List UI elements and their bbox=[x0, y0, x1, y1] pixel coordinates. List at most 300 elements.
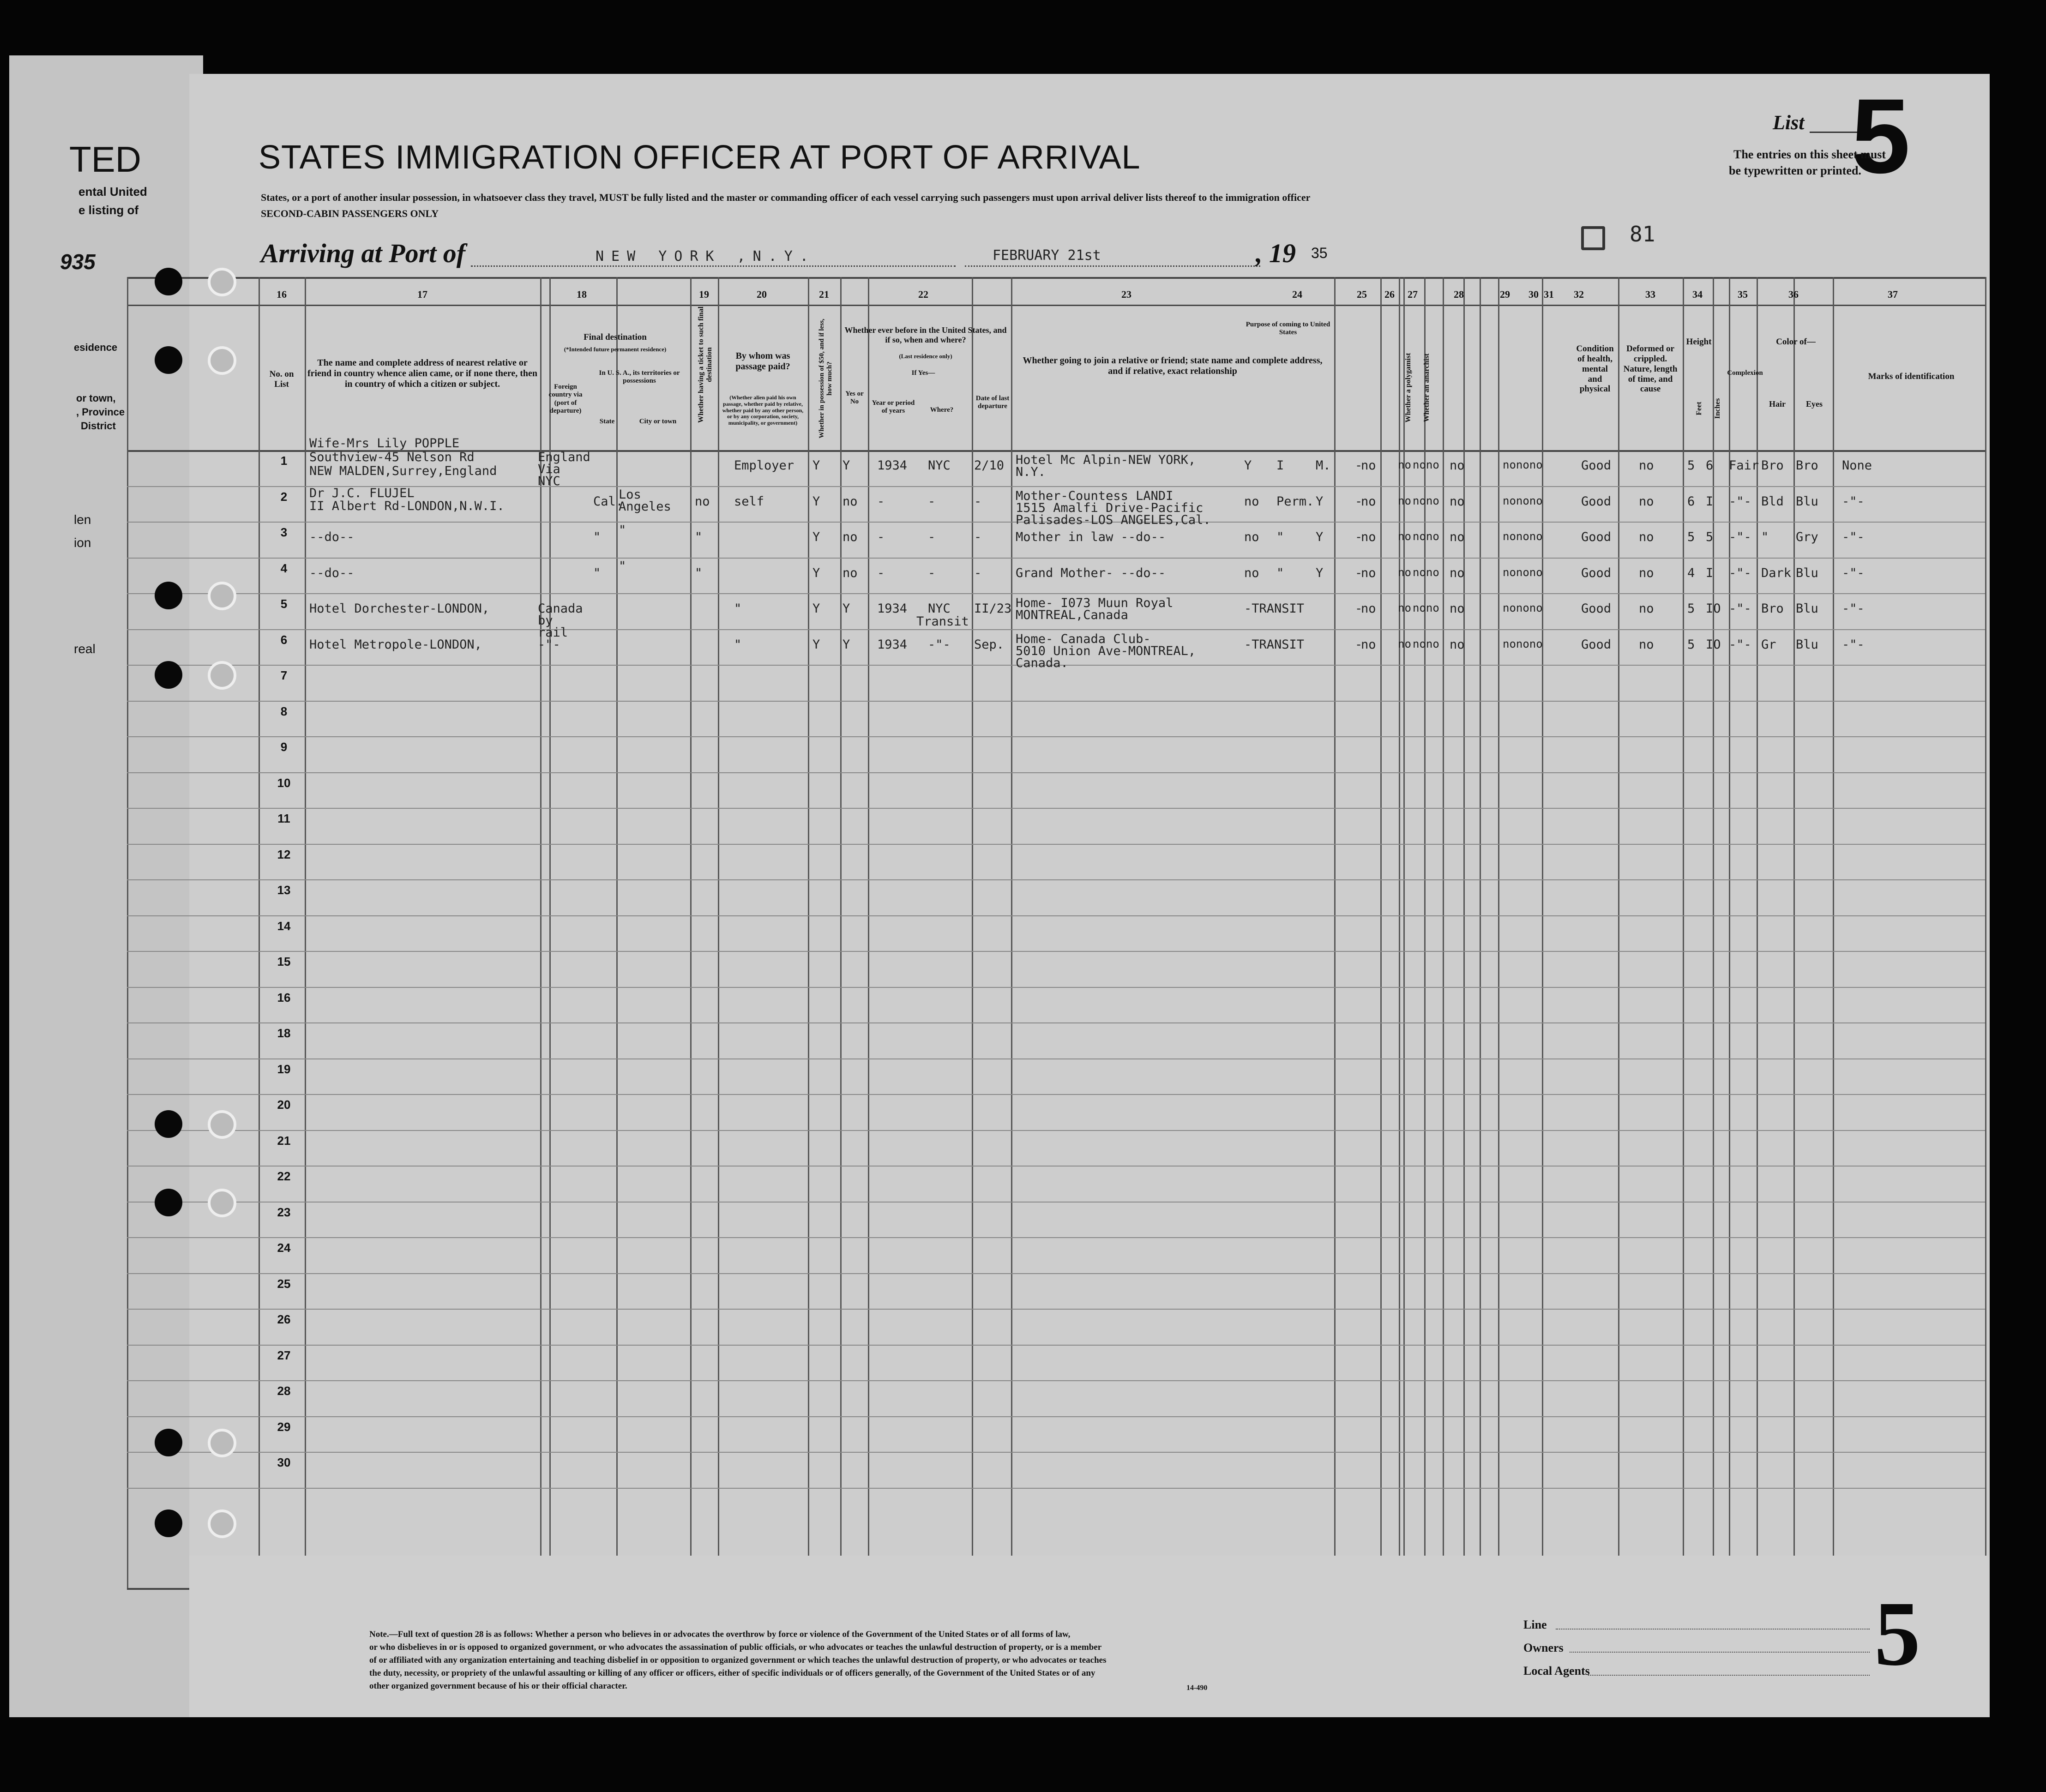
relative-address: --do-- bbox=[309, 530, 355, 544]
header-no-on-list: No. on List bbox=[269, 369, 294, 389]
punch-hole bbox=[155, 661, 182, 689]
column-26-value: no bbox=[1361, 530, 1376, 544]
foreign-country-via: rail bbox=[538, 625, 568, 640]
row-rule bbox=[127, 772, 1985, 773]
deformed-value: no bbox=[1639, 530, 1654, 544]
intro-line-1: States, or a port of another insular possession, in whatsoever class they travel, MUST be fully listed and the master or commanding officer of each vessel carrying such passengers must upon arrival deliver lists thereof to the immigration officer bbox=[261, 192, 1311, 203]
deformed-value: no bbox=[1639, 601, 1654, 616]
row-rule bbox=[127, 629, 1985, 630]
footer-note-3: of or affiliated with any organization entertaining and teaching disbelief in or opposition to organized government or which teaches the unlawful destruction of property, or who advocates or teaches bbox=[369, 1655, 1107, 1665]
column-28-value: nono bbox=[1413, 458, 1439, 471]
column-number-28: 28 bbox=[1454, 289, 1464, 300]
row-number-20: 20 bbox=[277, 1098, 291, 1112]
health-condition: Good bbox=[1581, 565, 1612, 580]
purpose-value-2: I bbox=[1276, 458, 1284, 473]
column-rule bbox=[1399, 277, 1400, 1588]
fragment-line-2: e listing of bbox=[78, 203, 138, 217]
purpose-value-2: Perm. bbox=[1276, 494, 1314, 509]
height-inches: I bbox=[1706, 494, 1714, 509]
height-feet: 4 bbox=[1687, 565, 1695, 580]
column-29-31-value: nonono bbox=[1503, 637, 1543, 650]
row-number-13: 13 bbox=[277, 883, 291, 897]
where-value: - bbox=[928, 530, 936, 544]
row-number-23: 23 bbox=[277, 1205, 291, 1219]
where-value: -"- bbox=[928, 637, 951, 652]
before-in-us: Y bbox=[842, 637, 850, 652]
join-relative: N.Y. bbox=[1016, 465, 1046, 479]
row-number-1: 1 bbox=[280, 454, 288, 468]
row-number-29: 29 bbox=[277, 1419, 291, 1434]
page-title: STATES IMMIGRATION OFFICER AT PORT OF ARRIVAL bbox=[259, 139, 1141, 176]
manifest-sheet bbox=[189, 74, 1990, 1717]
column-number-rule bbox=[127, 305, 1985, 306]
height-inches: IO bbox=[1706, 601, 1721, 616]
owners-label: Owners bbox=[1523, 1641, 1564, 1654]
health-condition: Good bbox=[1581, 601, 1612, 616]
column-rule bbox=[1403, 277, 1405, 1588]
row-number-18: 18 bbox=[277, 1026, 291, 1040]
punch-hole bbox=[155, 582, 182, 609]
column-rule bbox=[1424, 277, 1426, 1588]
before-in-us: no bbox=[842, 494, 858, 509]
row-rule bbox=[127, 1202, 1985, 1203]
column-29-31-value: nonono bbox=[1503, 530, 1543, 543]
header-money: Whether in possession of $50, and if less, how much? bbox=[818, 319, 834, 439]
where-value: NYC bbox=[928, 601, 951, 616]
left-border bbox=[127, 277, 128, 1588]
row-number-16: 16 bbox=[277, 990, 291, 1004]
purpose-value-1: -TRANSIT bbox=[1244, 601, 1305, 616]
header-nearest-relative: The name and complete address of nearest relative or friend in country whence alien came, or if none there, then in country of which a citizen or subject. bbox=[307, 358, 538, 389]
destination-city: Los Angeles bbox=[619, 487, 671, 514]
row-rule bbox=[127, 736, 1985, 737]
row-number-30: 30 bbox=[277, 1455, 291, 1469]
column-number-19: 19 bbox=[699, 289, 709, 300]
complexion-value: -"- bbox=[1729, 530, 1751, 544]
height-feet: 5 bbox=[1687, 458, 1695, 473]
column-27-value: no bbox=[1398, 458, 1411, 471]
header-passage-paid: By whom was passage paid? bbox=[735, 351, 790, 372]
purpose-value-3: M. bbox=[1316, 458, 1331, 473]
year-period: - bbox=[877, 530, 885, 544]
height-feet: 5 bbox=[1687, 601, 1695, 616]
complexion-value: -"- bbox=[1729, 601, 1751, 616]
row-rule bbox=[127, 1094, 1985, 1095]
row-rule bbox=[127, 701, 1985, 702]
footer-note-5: other organized government because of his or their official character. bbox=[369, 1681, 627, 1691]
relative-address: II Albert Rd-LONDON,N.W.I. bbox=[309, 499, 505, 513]
punch-hole bbox=[155, 268, 182, 295]
join-relative: 1515 Amalfi Drive-Pacific bbox=[1016, 500, 1204, 515]
column-number-25: 25 bbox=[1357, 289, 1367, 300]
column-number-32: 32 bbox=[1574, 289, 1584, 300]
last-departure: Sep. bbox=[974, 637, 1005, 652]
marks-value: -"- bbox=[1842, 494, 1865, 509]
column-29-31-value: nonono bbox=[1503, 565, 1543, 579]
column-rule bbox=[1443, 277, 1444, 1588]
column-number-24: 24 bbox=[1292, 289, 1302, 300]
header-last-residence: (Last residence only) bbox=[899, 353, 952, 360]
ticket-value: no bbox=[695, 494, 710, 509]
money-value: Y bbox=[812, 565, 820, 580]
row-rule bbox=[127, 1380, 1985, 1381]
relative-address: Hotel Metropole-LONDON, bbox=[309, 637, 482, 652]
money-value: Y bbox=[812, 530, 820, 544]
column-27-value: no bbox=[1398, 530, 1411, 543]
health-condition: Good bbox=[1581, 494, 1612, 509]
row-rule bbox=[127, 1058, 1985, 1059]
relative-address: Dr J.C. FLUJEL bbox=[309, 486, 415, 500]
table-top-rule bbox=[127, 277, 1985, 279]
column-25-value: - bbox=[1355, 530, 1363, 544]
before-in-us: Y bbox=[842, 458, 850, 473]
purpose-value-2: " bbox=[1276, 565, 1284, 580]
header-city: City or town bbox=[639, 418, 677, 425]
money-value: Y bbox=[812, 601, 820, 616]
eye-color: Blu bbox=[1796, 637, 1818, 652]
money-value: Y bbox=[812, 458, 820, 473]
punch-ring bbox=[208, 661, 236, 690]
height-inches: 5 bbox=[1706, 530, 1714, 544]
header-going-to-join: Whether going to join a relative or friend; state name and complete address, and if relative, exact relationship bbox=[1023, 355, 1323, 376]
column-25-value: - bbox=[1355, 494, 1363, 509]
column-27-value: no bbox=[1398, 565, 1411, 579]
height-feet: 5 bbox=[1687, 637, 1695, 652]
purpose-value-3: Y bbox=[1316, 565, 1324, 580]
column-29-value: no bbox=[1450, 530, 1465, 544]
punch-hole bbox=[155, 346, 182, 374]
column-27-value: no bbox=[1398, 494, 1411, 507]
punch-ring bbox=[208, 1110, 236, 1139]
column-number-18: 18 bbox=[577, 289, 587, 300]
header-foreign-country: Foreign country via (port of departure) bbox=[548, 383, 583, 415]
column-rule bbox=[1618, 277, 1619, 1588]
header-height: Height bbox=[1686, 337, 1712, 347]
complexion-value: -"- bbox=[1729, 565, 1751, 580]
join-relative: Mother-Countess LANDI bbox=[1016, 488, 1173, 503]
column-number-16: 16 bbox=[277, 289, 287, 300]
purpose-value-3: Y bbox=[1316, 494, 1324, 509]
column-29-value: no bbox=[1450, 637, 1465, 652]
before-in-us: Y bbox=[842, 601, 850, 616]
header-last-departure: Date of last departure bbox=[975, 395, 1010, 410]
header-ticket: Whether having a ticket to such final destination bbox=[697, 306, 714, 423]
header-purpose: Purpose of coming to United States bbox=[1246, 321, 1330, 337]
row-number-19: 19 bbox=[277, 1062, 291, 1076]
column-number-37: 37 bbox=[1888, 289, 1898, 300]
column-number-33: 33 bbox=[1645, 289, 1655, 300]
punch-hole bbox=[155, 1429, 182, 1456]
row-number-15: 15 bbox=[277, 955, 291, 968]
column-rule bbox=[690, 277, 692, 1588]
column-number-20: 20 bbox=[757, 289, 767, 300]
height-inches: IO bbox=[1706, 637, 1721, 652]
column-rule bbox=[1498, 277, 1499, 1588]
column-rule bbox=[1729, 277, 1730, 1588]
money-value: Y bbox=[812, 637, 820, 652]
foreign-country-via: by bbox=[538, 613, 553, 628]
column-number-23: 23 bbox=[1121, 289, 1131, 300]
column-number-27: 27 bbox=[1408, 289, 1418, 300]
column-number-29: 29 bbox=[1500, 289, 1510, 300]
relative-address: --do-- bbox=[309, 565, 355, 580]
join-relative: Palisades-LOS ANGELES,Cal. bbox=[1016, 512, 1211, 527]
row-rule bbox=[127, 1237, 1985, 1238]
destination-city: " bbox=[619, 559, 626, 573]
column-26-value: no bbox=[1361, 458, 1376, 473]
punch-ring bbox=[208, 268, 236, 296]
note-right-2: be typewritten or printed. bbox=[1729, 164, 1861, 177]
header-final-destination: Final destination bbox=[584, 332, 647, 342]
column-27-value: no bbox=[1398, 601, 1411, 614]
row-rule bbox=[127, 879, 1985, 880]
row-rule bbox=[127, 1452, 1985, 1453]
fragment-row-5: real bbox=[74, 642, 96, 656]
fragment-line-3: 935 bbox=[60, 250, 96, 274]
hair-color: Bro bbox=[1761, 601, 1784, 616]
column-29-31-value: nonono bbox=[1503, 494, 1543, 507]
destination-state: Cal. bbox=[593, 494, 624, 509]
join-relative: 5010 Union Ave-MONTREAL, bbox=[1016, 643, 1196, 658]
punch-hole bbox=[155, 1509, 182, 1537]
header-hair: Hair bbox=[1769, 399, 1786, 409]
port-name: NEW YORK ,N.Y. bbox=[596, 248, 816, 265]
header-color-of: Color of— bbox=[1776, 337, 1816, 347]
list-label: List bbox=[1773, 111, 1805, 134]
hair-color: " bbox=[1761, 530, 1769, 544]
punch-hole bbox=[155, 1189, 182, 1216]
list-number: 5 bbox=[1851, 77, 1910, 195]
purpose-value-1: Y bbox=[1244, 458, 1252, 473]
column-28-value: nono bbox=[1413, 565, 1439, 579]
health-condition: Good bbox=[1581, 530, 1612, 544]
column-rule bbox=[259, 277, 260, 1588]
column-29-value: no bbox=[1450, 494, 1465, 509]
year-period: 1934 bbox=[877, 601, 908, 616]
passage-paid-by: Employer bbox=[734, 458, 794, 473]
fragment-col-sub-2: , Province bbox=[76, 406, 125, 418]
last-departure: 2/10 bbox=[974, 458, 1005, 473]
column-rule bbox=[868, 277, 869, 1588]
marks-value: None bbox=[1842, 458, 1872, 473]
height-inches: I bbox=[1706, 565, 1714, 580]
fragment-row-1: len bbox=[74, 512, 91, 527]
header-anarchist: Whether an anarchist bbox=[1423, 353, 1431, 422]
line-label: Line bbox=[1523, 1618, 1547, 1631]
year-prefix: , 19 bbox=[1256, 238, 1296, 268]
row-rule bbox=[127, 844, 1985, 845]
column-28-value: nono bbox=[1413, 601, 1439, 614]
eye-color: Bro bbox=[1796, 458, 1818, 473]
column-29-31-value: nonono bbox=[1503, 458, 1543, 471]
header-usa-territories: In U. S. A., its territories or possessions bbox=[599, 369, 680, 385]
column-number-26: 26 bbox=[1384, 289, 1395, 300]
purpose-value-1: no bbox=[1244, 565, 1259, 580]
row-number-3: 3 bbox=[280, 525, 288, 539]
hair-color: Dark bbox=[1761, 565, 1792, 580]
column-number-17: 17 bbox=[417, 289, 427, 300]
purpose-value-1: no bbox=[1244, 494, 1259, 509]
money-value: Y bbox=[812, 494, 820, 509]
column-25-value: - bbox=[1355, 458, 1363, 473]
row-rule bbox=[127, 987, 1985, 988]
fragment-col-sub-3: District bbox=[81, 420, 116, 432]
column-number-30: 30 bbox=[1528, 289, 1539, 300]
column-number-21: 21 bbox=[819, 289, 829, 300]
column-rule bbox=[1793, 277, 1795, 1588]
line-field bbox=[1556, 1629, 1870, 1630]
join-relative: Mother in law --do-- bbox=[1016, 530, 1166, 544]
relative-address: NEW MALDEN,Surrey,England bbox=[309, 464, 497, 478]
column-25-value: - bbox=[1355, 565, 1363, 580]
year-period: - bbox=[877, 494, 885, 509]
punch-ring bbox=[208, 1429, 236, 1457]
row-rule bbox=[127, 1488, 1985, 1489]
row-number-21: 21 bbox=[277, 1133, 291, 1148]
column-rule bbox=[1334, 277, 1336, 1588]
join-relative: Home- I073 Muun Royal bbox=[1016, 596, 1173, 610]
height-feet: 6 bbox=[1687, 494, 1695, 509]
last-departure: - bbox=[974, 494, 982, 509]
column-rule bbox=[1713, 277, 1714, 1588]
column-28-value: nono bbox=[1413, 494, 1439, 507]
eye-color: Gry bbox=[1796, 530, 1818, 544]
marks-value: -"- bbox=[1842, 601, 1865, 616]
last-departure: II/23 bbox=[974, 601, 1012, 616]
row-number-9: 9 bbox=[280, 740, 288, 754]
stamp-box bbox=[1581, 226, 1605, 250]
column-rule bbox=[1463, 277, 1465, 1588]
header-polygamist: Whether a polygamist bbox=[1404, 353, 1412, 423]
header-passage-paid-note: (Whether alien paid his own passage, whether paid by relative, whether paid by any other person, or by any corporation, society, municipality, or government) bbox=[722, 394, 804, 427]
arriving-label: Arriving at Port of bbox=[261, 238, 466, 268]
marks-value: -"- bbox=[1842, 637, 1865, 652]
column-26-value: no bbox=[1361, 637, 1376, 652]
header-eyes: Eyes bbox=[1806, 399, 1823, 409]
row-number-5: 5 bbox=[280, 597, 288, 611]
port-underline bbox=[471, 265, 956, 267]
row-rule bbox=[127, 1345, 1985, 1346]
row-number-8: 8 bbox=[280, 704, 288, 718]
hair-color: Bld bbox=[1761, 494, 1784, 509]
column-29-value: no bbox=[1450, 601, 1465, 616]
header-inches: Inches bbox=[1714, 398, 1721, 419]
footer-note-4: the duty, necessity, or propriety of the unlawful assaulting or killing of any officer or officers, either of specific individuals or of officers generally, of the Government of the United States or of any bbox=[369, 1668, 1095, 1678]
punch-ring bbox=[208, 346, 236, 375]
column-rule bbox=[1683, 277, 1684, 1588]
foreign-country-via: NYC bbox=[538, 474, 560, 488]
complexion-value: -"- bbox=[1729, 494, 1751, 509]
passage-paid-by: " bbox=[734, 601, 742, 616]
punch-ring bbox=[208, 1509, 236, 1538]
footer-note-2: or who disbelieves in or is opposed to organized government, or who advocates the assassination of public officials, or who advocates or teaches the unlawful destruction of property, or is a member bbox=[369, 1642, 1102, 1652]
row-rule bbox=[127, 951, 1985, 952]
row-number-10: 10 bbox=[277, 776, 291, 790]
row-rule bbox=[127, 1166, 1985, 1167]
join-relative: Hotel Mc Alpin-NEW YORK, bbox=[1016, 453, 1196, 467]
foreign-country-via: Canada bbox=[538, 601, 583, 616]
row-rule bbox=[127, 593, 1985, 594]
fragment-line-1: ental United bbox=[78, 185, 147, 198]
health-condition: Good bbox=[1581, 458, 1612, 473]
deformed-value: no bbox=[1639, 458, 1654, 473]
punch-ring bbox=[208, 582, 236, 610]
header-health: Condition of health, mental and physical bbox=[1576, 344, 1614, 394]
column-28-value: nono bbox=[1413, 530, 1439, 543]
column-26-value: no bbox=[1361, 601, 1376, 616]
column-number-22: 22 bbox=[918, 289, 928, 300]
header-state: State bbox=[599, 418, 615, 425]
row-number-2: 2 bbox=[280, 489, 288, 504]
header-deformed: Deformed or crippled. Nature, length of time, and cause bbox=[1623, 344, 1678, 394]
header-before-in-us: Whether ever before in the United States, and if so, when and where? bbox=[844, 325, 1007, 344]
row-number-7: 7 bbox=[280, 668, 288, 682]
row-rule bbox=[127, 1309, 1985, 1310]
row-number-28: 28 bbox=[277, 1384, 291, 1398]
punch-hole bbox=[155, 1110, 182, 1138]
last-departure: - bbox=[974, 530, 982, 544]
footer-big-number: 5 bbox=[1874, 1583, 1920, 1685]
last-departure: - bbox=[974, 565, 982, 580]
hair-color: Gr bbox=[1761, 637, 1776, 652]
fragment-row-2: ion bbox=[74, 535, 91, 550]
column-26-value: no bbox=[1361, 494, 1376, 509]
header-feet: Feet bbox=[1695, 402, 1703, 415]
row-number-25: 25 bbox=[277, 1276, 291, 1291]
height-inches: 6 bbox=[1706, 458, 1714, 473]
foreign-country-via: Via bbox=[538, 462, 560, 476]
year-period: - bbox=[877, 565, 885, 580]
join-relative: MONTREAL,Canada bbox=[1016, 608, 1128, 622]
destination-state: " bbox=[593, 530, 601, 544]
column-rule bbox=[305, 277, 306, 1588]
row-rule bbox=[127, 1022, 1985, 1023]
row-number-11: 11 bbox=[277, 812, 290, 825]
column-rule bbox=[1542, 277, 1543, 1588]
fragment-col-sub-1: or town, bbox=[76, 392, 116, 404]
foreign-country-via: -"- bbox=[538, 637, 560, 652]
row-rule bbox=[127, 915, 1985, 916]
header-if-yes: If Yes— bbox=[911, 369, 935, 377]
footer-note-1: Note.—Full text of question 28 is as follows: Whether a person who believes in or advocates the overthrow by force or violence of the Government of the United States or of all forms of law, bbox=[369, 1630, 1071, 1639]
column-number-34: 34 bbox=[1692, 289, 1703, 300]
hair-color: Bro bbox=[1761, 458, 1784, 473]
deformed-value: no bbox=[1639, 494, 1654, 509]
column-25-value: - bbox=[1355, 637, 1363, 652]
row-number-14: 14 bbox=[277, 919, 291, 933]
date-underline bbox=[965, 265, 1260, 267]
column-rule bbox=[840, 277, 842, 1588]
column-rule bbox=[1480, 277, 1481, 1588]
complexion-value: -"- bbox=[1729, 637, 1751, 652]
column-rule bbox=[1985, 277, 1986, 1588]
column-rule bbox=[1380, 277, 1382, 1588]
join-relative: Grand Mother- --do-- bbox=[1016, 565, 1166, 580]
marks-value: -"- bbox=[1842, 530, 1865, 544]
header-yes-no: Yes or No bbox=[845, 390, 864, 406]
header-year-period: Year or period of years bbox=[872, 399, 915, 415]
row-rule bbox=[127, 1416, 1985, 1417]
row-rule bbox=[127, 1273, 1985, 1274]
column-rule bbox=[1833, 277, 1834, 1588]
row-rule bbox=[127, 808, 1985, 809]
year-suffix: 35 bbox=[1311, 245, 1328, 261]
deformed-value: no bbox=[1639, 565, 1654, 580]
column-rule bbox=[972, 277, 973, 1588]
note-right-1: The entries on this sheet must bbox=[1733, 148, 1886, 161]
punch-ring bbox=[208, 1189, 236, 1217]
marks-value: -"- bbox=[1842, 565, 1865, 580]
